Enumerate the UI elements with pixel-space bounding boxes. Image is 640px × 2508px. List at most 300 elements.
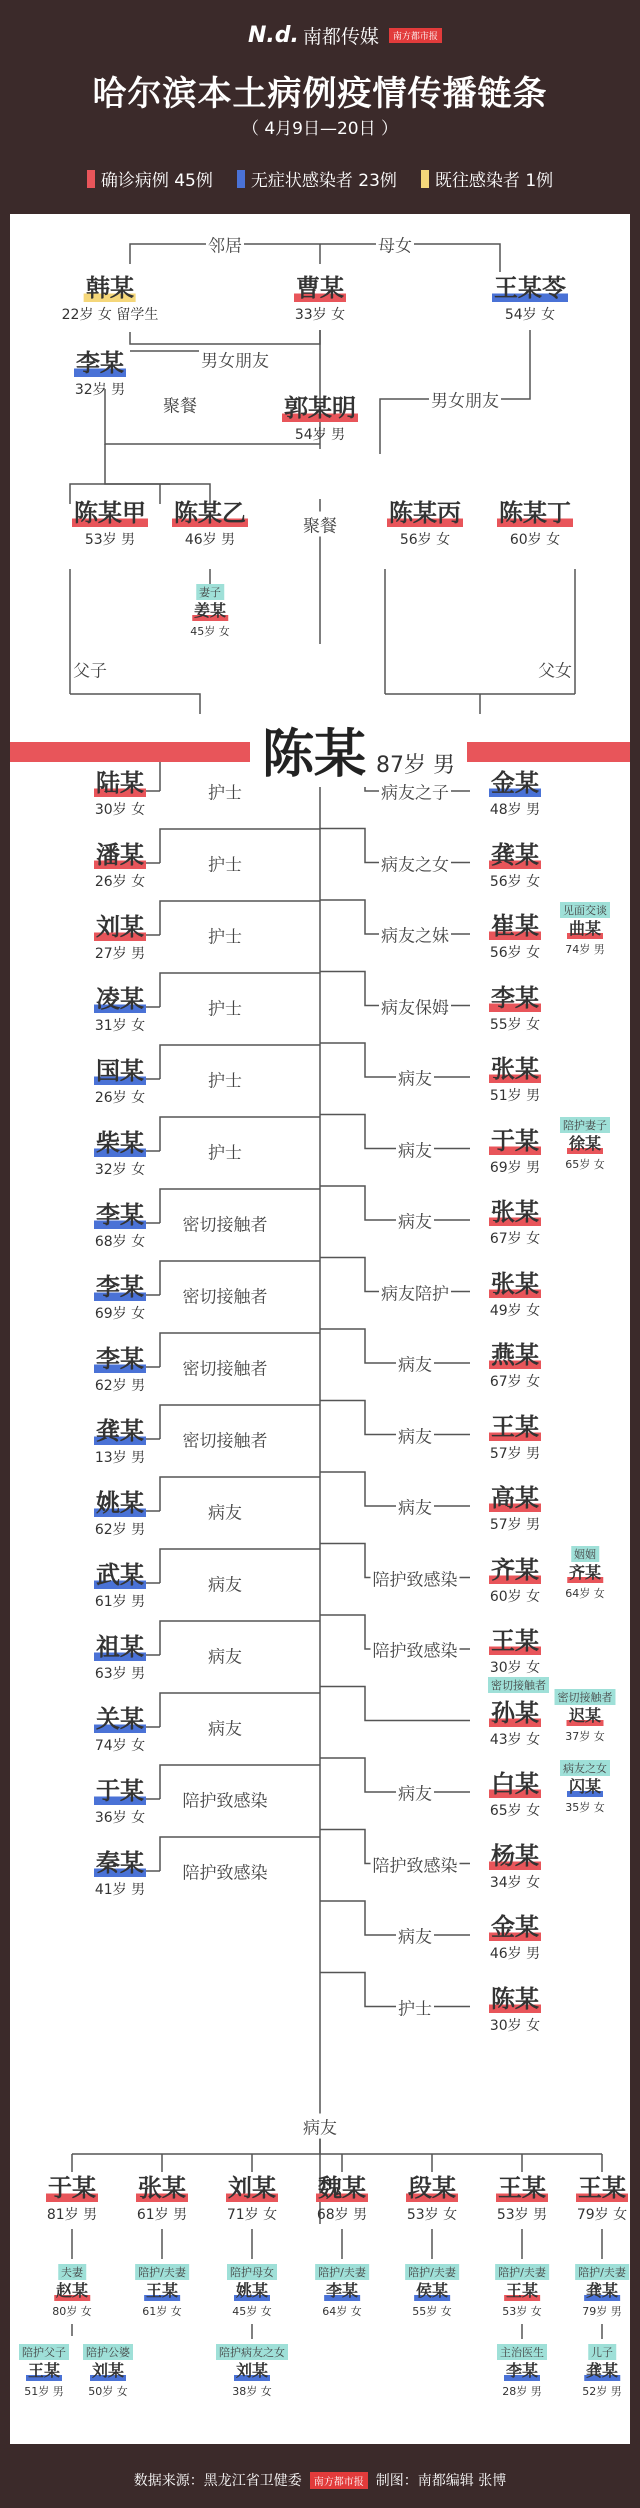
- case-node: [489, 1699, 541, 1749]
- case-name: 韩某: [86, 274, 134, 302]
- logo-text: 南都传媒: [302, 26, 379, 48]
- case-name: 于某: [96, 1777, 144, 1805]
- case-detail: 54岁 男: [294, 427, 346, 443]
- relation-label: 陪护致感染: [371, 1851, 460, 1876]
- case-name: 张某: [138, 2174, 186, 2202]
- logo-tag: 南方都市报: [389, 28, 442, 43]
- case-node: [227, 2264, 277, 2319]
- relation-tag: 陪护/夫妻: [495, 2264, 549, 2280]
- case-detail: 32岁 男: [74, 382, 126, 398]
- case-name: 祖某: [96, 1633, 144, 1661]
- case-detail: 57岁 男: [489, 1517, 541, 1533]
- case-name: 陈某丙: [389, 499, 461, 527]
- relation-label: 男女朋友: [429, 387, 501, 412]
- relation-label: 护士: [206, 779, 244, 804]
- case-detail: 26岁 女: [94, 1090, 146, 1106]
- case-node: [495, 2264, 549, 2319]
- case-node: [226, 2174, 278, 2224]
- relation-label: 病友之女: [379, 850, 451, 875]
- case-node: [52, 2264, 92, 2319]
- case-detail: 45岁 女: [232, 2305, 272, 2318]
- relation-label: 病友: [206, 1643, 244, 1668]
- relation-label: 陪护致感染: [371, 1565, 460, 1590]
- relation-tag: 姻姻: [571, 1546, 599, 1562]
- case-node: [94, 1633, 146, 1683]
- case-node: [489, 841, 541, 891]
- case-detail: 32岁 女: [94, 1162, 146, 1178]
- case-detail: 65岁 女: [565, 1157, 605, 1171]
- case-node: [136, 2174, 188, 2224]
- case-name: 陈某: [491, 1984, 539, 2013]
- case-name: 郭某明: [284, 394, 356, 422]
- case-detail: 80岁 女: [52, 2305, 92, 2318]
- relation-label: 病友: [206, 1571, 244, 1596]
- case-detail: 61岁 女: [142, 2305, 182, 2318]
- case-node: [94, 1273, 146, 1323]
- case-node: [489, 1127, 541, 1177]
- case-name: 李某: [505, 2361, 538, 2380]
- case-name: 杨某: [491, 1841, 539, 1870]
- case-node: [489, 1556, 541, 1606]
- relation-label: 密切接触者: [181, 1283, 270, 1308]
- case-node: [489, 769, 541, 819]
- connector-line: [70, 694, 200, 714]
- case-name: 陆某: [96, 769, 144, 797]
- relation-label: 病友: [396, 1065, 434, 1090]
- relation-label: 病友: [396, 1923, 434, 1948]
- case-name: 闪某: [568, 1777, 601, 1796]
- case-node: [489, 1484, 541, 1534]
- case-node: [316, 2174, 368, 2224]
- case-detail: 37岁 女: [565, 1729, 605, 1743]
- connector-line: [130, 244, 500, 272]
- footer-source: 数据来源：黑龙江省卫健委: [133, 2473, 302, 2489]
- case-detail: 53岁 男: [84, 532, 136, 548]
- case-name: 崔某: [491, 912, 539, 940]
- case-name: 陈某甲: [74, 499, 146, 527]
- relation-label: 病友: [301, 2114, 339, 2139]
- case-detail: 56岁 女: [489, 873, 541, 890]
- case-name: 金某: [491, 769, 539, 797]
- relation-tag: 妻子: [196, 584, 224, 600]
- case-name: 王某: [145, 2281, 178, 2300]
- case-node: [94, 1489, 146, 1539]
- relation-label: 病友: [396, 1136, 434, 1161]
- case-node: [135, 2264, 189, 2319]
- case-detail: 61岁 男: [94, 1594, 146, 1610]
- case-detail: 38岁 女: [232, 2385, 272, 2398]
- case-node: [19, 2344, 69, 2399]
- relation-label: 病友: [396, 1780, 434, 1805]
- case-name: 姚某: [96, 1489, 144, 1517]
- case-name: 陈某乙: [174, 499, 246, 527]
- case-name: 齐某: [491, 1555, 539, 1584]
- case-detail: 53岁 女: [502, 2305, 542, 2318]
- case-name: 潘某: [96, 841, 144, 869]
- case-node: [492, 274, 568, 324]
- case-name: 李某: [491, 983, 539, 1012]
- transmission-chart: [10, 214, 630, 2444]
- case-detail: 26岁 女: [94, 874, 146, 890]
- case-detail: 36岁 女: [94, 1810, 146, 1826]
- relation-tag: 见面交谈: [560, 902, 610, 918]
- case-node: [94, 913, 146, 963]
- relation-label: 密切接触者: [181, 1355, 270, 1380]
- case-node: [190, 584, 230, 639]
- case-detail: 27岁 男: [94, 946, 146, 962]
- case-detail: 28岁 男: [502, 2385, 542, 2398]
- case-node: [94, 1777, 146, 1827]
- relation-label: 护士: [206, 1139, 244, 1164]
- center-case-name: 陈某: [262, 725, 367, 785]
- case-node: [555, 1689, 616, 1744]
- case-detail: 53岁 女: [406, 2207, 458, 2223]
- case-node: [406, 2174, 458, 2224]
- case-name: 张某: [491, 1269, 539, 1298]
- case-node: [489, 1627, 541, 1677]
- case-detail: 79岁 男: [582, 2305, 622, 2318]
- logo: [248, 22, 442, 49]
- case-name: 于某: [491, 1126, 539, 1155]
- case-detail: 67岁 女: [489, 1374, 541, 1390]
- connector-line: [320, 1329, 470, 1363]
- case-detail: 68岁 女: [94, 1234, 146, 1250]
- case-detail: 33岁 女: [294, 307, 346, 323]
- case-detail: 30岁 女: [94, 802, 146, 818]
- case-node: [294, 274, 346, 324]
- page-subtitle: （ 4月9日—20日 ）: [241, 119, 399, 139]
- case-detail: 50岁 女: [88, 2385, 128, 2398]
- footer: [0, 2452, 640, 2508]
- header: [0, 0, 640, 200]
- legend-swatch: [237, 170, 245, 188]
- case-name: 陈某丁: [499, 499, 571, 527]
- case-name: 齐某: [568, 1562, 601, 1582]
- connector-line: [320, 1472, 470, 1506]
- connector-line: [320, 1186, 470, 1220]
- case-name: 王某: [498, 2174, 546, 2202]
- case-node: [94, 1129, 146, 1179]
- relation-label: 护士: [396, 1994, 434, 2019]
- case-detail: 61岁 男: [136, 2207, 188, 2223]
- relation-tag: 陪护/夫妻: [315, 2264, 369, 2280]
- relation-label: 病友保姆: [379, 993, 451, 1018]
- case-name: 李某: [76, 349, 124, 377]
- relation-tag: 密切接触者: [555, 1689, 616, 1705]
- relation-label: 护士: [206, 995, 244, 1020]
- case-detail: 13岁 男: [94, 1450, 146, 1466]
- legend-swatch: [421, 170, 429, 188]
- case-name: 曲某: [568, 919, 601, 938]
- relation-label: 陪护致感染: [181, 1859, 270, 1884]
- relation-tag: 儿子: [588, 2344, 616, 2360]
- relation-label: 护士: [206, 1067, 244, 1092]
- legend: [0, 166, 640, 191]
- case-name: 魏某: [318, 2174, 366, 2202]
- case-detail: 79岁 女: [576, 2207, 628, 2223]
- case-name: 赵某: [55, 2281, 88, 2300]
- case-node: [94, 1849, 146, 1899]
- case-detail: 60岁 女: [489, 1588, 541, 1605]
- footer-tag: 南方都市报: [310, 2472, 368, 2489]
- case-name: 张某: [491, 1198, 539, 1226]
- relation-label: 母女: [376, 232, 414, 257]
- case-detail: 62岁 男: [94, 1378, 146, 1394]
- case-node: [94, 841, 146, 891]
- case-detail: 81岁 男: [46, 2207, 98, 2223]
- case-node: [172, 499, 248, 549]
- connector-line: [130, 330, 320, 344]
- case-node: [489, 1413, 541, 1463]
- legend-label: 既往感染者 1例: [434, 171, 554, 191]
- case-name: 刘某: [235, 2361, 268, 2380]
- case-detail: 22岁 女 留学生: [61, 307, 159, 323]
- case-name: 金某: [491, 1913, 539, 1941]
- case-name: 王某: [27, 2361, 60, 2380]
- case-node: [560, 902, 610, 957]
- case-detail: 30岁 女: [489, 2017, 541, 2034]
- case-node: [565, 1546, 605, 1601]
- case-name: 段某: [408, 2174, 456, 2202]
- relation-tag: 陪护父子: [19, 2344, 69, 2360]
- case-name: 柴某: [96, 1129, 144, 1157]
- relation-tag: 陪护病友之女: [216, 2344, 288, 2360]
- case-node: [94, 1417, 146, 1467]
- case-node: [497, 499, 573, 549]
- case-name: 李某: [96, 1345, 144, 1373]
- relation-tag: 陪护/夫妻: [405, 2264, 459, 2280]
- relation-label: 病友: [396, 1494, 434, 1519]
- relation-label: 病友: [206, 1715, 244, 1740]
- case-name: 燕某: [491, 1341, 539, 1369]
- relation-label: 聚餐: [301, 512, 339, 537]
- case-detail: 67岁 女: [489, 1231, 541, 1247]
- case-name: 武某: [96, 1561, 144, 1589]
- case-detail: 62岁 男: [94, 1522, 146, 1538]
- case-node: [582, 2344, 622, 2399]
- legend-item: [421, 166, 553, 191]
- case-node: [315, 2264, 369, 2319]
- relation-label: 密切接触者: [181, 1211, 270, 1236]
- legend-label: 确诊病例 45例: [100, 171, 213, 191]
- case-name: 国某: [96, 1057, 144, 1085]
- case-name: 姜某: [193, 601, 226, 620]
- case-name: 侯某: [415, 2281, 448, 2300]
- case-name: 迟某: [568, 1705, 601, 1725]
- case-node: [489, 912, 541, 962]
- case-detail: 46岁 男: [489, 1946, 541, 1962]
- case-detail: 54岁 女: [504, 307, 556, 323]
- case-detail: 55岁 女: [489, 1016, 541, 1033]
- case-node: [94, 769, 146, 819]
- case-node: [94, 1345, 146, 1395]
- case-detail: 63岁 男: [94, 1666, 146, 1682]
- case-name: 刘某: [96, 913, 144, 941]
- relation-tag: 陪护妻子: [560, 1117, 610, 1133]
- case-node: [94, 985, 146, 1035]
- connector-line: [320, 1758, 470, 1792]
- connector-line: [320, 1687, 470, 1721]
- relation-label: 邻居: [206, 232, 244, 257]
- connector-line: [320, 1901, 470, 1935]
- case-detail: 71岁 女: [226, 2207, 278, 2223]
- legend-item: [237, 166, 397, 191]
- case-name: 孙某: [491, 1698, 539, 1727]
- relation-tag: 夫妻: [58, 2264, 86, 2280]
- case-node: [94, 1057, 146, 1107]
- case-detail: 53岁 男: [496, 2207, 548, 2223]
- case-node: [489, 984, 541, 1034]
- case-name: 秦某: [96, 1849, 144, 1877]
- relation-label: 陪护致感染: [181, 1787, 270, 1812]
- case-node: [575, 2264, 629, 2319]
- relation-label: 父女: [536, 657, 574, 682]
- case-name: 白某: [491, 1770, 539, 1798]
- case-detail: 51岁 男: [489, 1088, 541, 1104]
- case-detail: 46岁 男: [184, 532, 236, 548]
- case-node: [497, 2344, 547, 2399]
- case-name: 王某: [505, 2281, 538, 2300]
- case-name: 凌某: [96, 985, 144, 1013]
- relation-label: 病友之子: [379, 779, 451, 804]
- case-node: [489, 1341, 541, 1391]
- connector-line: [320, 1401, 470, 1435]
- case-detail: 60岁 女: [509, 532, 561, 548]
- case-detail: 64岁 女: [322, 2305, 362, 2318]
- case-name: 王某: [491, 1412, 539, 1441]
- relation-tag: 陪护/夫妻: [135, 2264, 189, 2280]
- relation-label: 陪护致感染: [371, 1637, 460, 1662]
- case-detail: 43岁 女: [489, 1731, 541, 1748]
- relation-label: 病友陪护: [379, 1279, 451, 1304]
- case-detail: 74岁 女: [94, 1738, 146, 1754]
- case-detail: 49岁 女: [489, 1302, 541, 1319]
- case-node: [496, 2174, 548, 2224]
- case-node: [72, 499, 148, 549]
- relation-label: 病友: [396, 1351, 434, 1376]
- case-detail: 35岁 女: [565, 1801, 605, 1814]
- case-node: [489, 1913, 541, 1963]
- case-name: 关某: [96, 1705, 144, 1733]
- case-node: [489, 1770, 541, 1820]
- relation-tag: 陪护母女: [227, 2264, 277, 2280]
- relation-tag: 陪护/夫妻: [575, 2264, 629, 2280]
- case-node: [94, 1561, 146, 1611]
- case-detail: 68岁 男: [316, 2207, 368, 2223]
- case-node: [83, 2344, 133, 2399]
- case-node: [62, 274, 159, 324]
- relation-label: 父子: [71, 657, 109, 682]
- case-node: [560, 1117, 610, 1172]
- case-detail: 69岁 男: [489, 1159, 541, 1176]
- case-node: [489, 1270, 541, 1320]
- case-name: 曹某: [296, 274, 344, 302]
- case-detail: 56岁 女: [399, 532, 451, 548]
- case-node: [489, 1842, 541, 1892]
- legend-swatch: [87, 170, 95, 188]
- case-detail: 30岁 女: [489, 1660, 541, 1676]
- case-node: [576, 2174, 628, 2224]
- case-name: 龚某: [585, 2361, 618, 2380]
- case-name: 姚某: [235, 2281, 268, 2300]
- case-detail: 41岁 男: [94, 1882, 146, 1898]
- relation-label: 病友之妹: [379, 922, 451, 947]
- case-name: 刘某: [91, 2361, 124, 2380]
- case-node: [560, 1760, 610, 1815]
- case-node: [94, 1201, 146, 1251]
- case-detail: 74岁 男: [565, 943, 605, 956]
- case-detail: 34岁 女: [489, 1874, 541, 1891]
- footer-credit: 制图：南都编辑 张博: [375, 2473, 507, 2489]
- relation-label: 病友: [396, 1422, 434, 1447]
- case-detail: 56岁 女: [489, 945, 541, 961]
- case-name: 王某: [491, 1627, 539, 1655]
- connector-line: [320, 1043, 470, 1077]
- relation-tag: 密切接触者: [488, 1677, 549, 1693]
- center-case-detail: 87岁 男: [376, 753, 456, 778]
- case-name: 王某苓: [494, 274, 566, 302]
- case-name: 龚某: [491, 840, 539, 869]
- relation-label: 护士: [206, 923, 244, 948]
- relation-label: 病友: [396, 1208, 434, 1233]
- case-node: [489, 1198, 541, 1248]
- case-node: [489, 1985, 541, 2035]
- case-node: [405, 2264, 459, 2319]
- case-detail: 55岁 女: [412, 2305, 452, 2318]
- legend-item: [87, 166, 213, 191]
- case-name: 徐某: [568, 1133, 601, 1153]
- case-detail: 48岁 男: [489, 802, 541, 818]
- case-name: 龚某: [96, 1417, 144, 1445]
- relation-tag: 病友之女: [560, 1760, 610, 1776]
- case-node: [387, 499, 463, 549]
- relation-label: 聚餐: [161, 392, 199, 417]
- case-node: [94, 1705, 146, 1755]
- relation-tag: 陪护公婆: [83, 2344, 133, 2360]
- case-name: 张某: [491, 1055, 539, 1083]
- case-name: 于某: [48, 2174, 96, 2202]
- case-detail: 52岁 男: [582, 2385, 622, 2398]
- connector-line: [320, 1973, 470, 2007]
- case-node: [282, 394, 358, 444]
- case-name: 李某: [96, 1273, 144, 1301]
- case-detail: 51岁 男: [24, 2385, 64, 2398]
- case-name: 王某: [578, 2174, 626, 2202]
- case-detail: 57岁 男: [489, 1445, 541, 1462]
- case-detail: 65岁 女: [489, 1803, 541, 1819]
- center-case: [250, 712, 467, 787]
- logo-mark: N.d.: [248, 23, 299, 48]
- relation-label: 密切接触者: [181, 1427, 270, 1452]
- page-title: 哈尔滨本土病例疫情传播链条: [92, 74, 548, 114]
- case-detail: 31岁 女: [94, 1018, 146, 1034]
- case-detail: 69岁 女: [94, 1306, 146, 1322]
- case-node: [489, 1055, 541, 1105]
- case-node: [46, 2174, 98, 2224]
- case-node: [216, 2344, 288, 2399]
- case-name: 高某: [491, 1484, 539, 1512]
- case-node: [74, 349, 126, 399]
- relation-tag: 主治医生: [497, 2344, 547, 2360]
- relation-label: 男女朋友: [199, 347, 271, 372]
- case-name: 李某: [96, 1201, 144, 1229]
- relation-label: 护士: [206, 851, 244, 876]
- connector-line: [105, 444, 170, 484]
- case-detail: 64岁 女: [565, 1586, 605, 1600]
- case-name: 李某: [325, 2281, 358, 2300]
- relation-label: 病友: [206, 1499, 244, 1524]
- connector-line: [320, 1115, 470, 1149]
